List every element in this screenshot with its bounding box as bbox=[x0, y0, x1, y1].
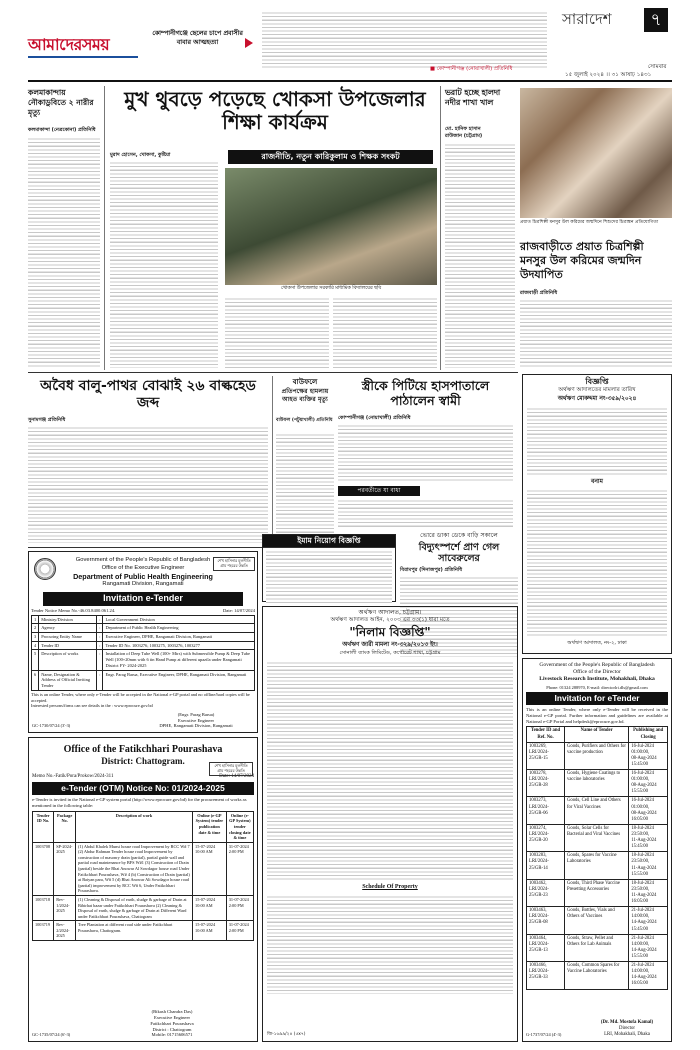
table-row bbox=[32, 670, 255, 690]
table-cell: 1003464, LRI/2024-25/GR-13 bbox=[527, 934, 565, 961]
wife-body bbox=[338, 423, 513, 483]
table-cell: 1003718 bbox=[33, 895, 54, 920]
kalmakanda-dateline: কলমাকান্দা (নেত্রকোনা) প্রতিনিধি bbox=[28, 127, 96, 133]
mansur-photo bbox=[520, 88, 672, 218]
table-row bbox=[527, 824, 668, 851]
masthead-rule bbox=[28, 80, 672, 82]
imam-body bbox=[266, 549, 392, 603]
lri-title: Invitation for eTender bbox=[526, 692, 668, 705]
halda-body bbox=[445, 142, 515, 368]
sand-dateline: সুনামগঞ্জ প্রতিনিধি bbox=[28, 417, 66, 423]
table-cell: Local Government Division bbox=[103, 615, 255, 624]
khoksa-banner: রাজনীতি, নতুন কারিকুলাম ও শিক্ষক সংকট bbox=[228, 150, 433, 164]
table-header-cell: Description of work bbox=[76, 811, 193, 842]
table-cell: 1003719 bbox=[33, 921, 54, 941]
dphe-memo: Tender Notice Memo No.-46.03.8400.061.24. bbox=[31, 607, 116, 613]
khoksa-headline: মুখ থুবড়ে পড়েছে খোকসা উপজেলার শিক্ষা কার্যক্রম bbox=[124, 87, 426, 134]
masthead-date: ১৫ জুলাই ২০২৪ ।। ৩১ আষাঢ় ১৪৩১ bbox=[565, 72, 652, 78]
table-cell: Goods, Cell Line and Others for Viral Vaccines bbox=[564, 797, 628, 824]
table-cell: Agency bbox=[39, 624, 97, 633]
lri-office: Office of the Director bbox=[573, 669, 621, 676]
table-cell: 18-Jul-2024 23:50:00, 11-Aug-2024 16:05:00 bbox=[629, 879, 668, 906]
section-name: সারাদেশ bbox=[562, 10, 612, 28]
fatikchhari-signer-mobile: Mobile: 01715606571 bbox=[151, 1032, 193, 1038]
dphe-note-2: Interested persons/firms can see details in the : www.eprocure.gov.bd bbox=[31, 703, 153, 709]
table-cell: 1003274, LRI/2024-25/GR-20 bbox=[527, 824, 565, 851]
table-cell: Goods, Hygiene Coatings to vaccine laboratories bbox=[564, 770, 628, 797]
mansur-body bbox=[520, 298, 672, 368]
table-cell: Goods, Solar Cells for Bacterial and Viral Vaccines bbox=[564, 824, 628, 851]
nilam-schedule: Schedule Of Property bbox=[362, 883, 418, 890]
kalmakanda-headline: কলমাকান্দায় নৌকাডুবিতে ২ নারীর মৃত্যু bbox=[28, 88, 94, 117]
logo-text: আমাদেরসময় bbox=[28, 35, 110, 54]
table-header-cell: Tender ID and Ref. No. bbox=[527, 727, 565, 742]
table-cell: 1003273, LRI/2024-25/GR-06 bbox=[527, 797, 565, 824]
dphe-motto: শেখ হাসিনার মূলনীতি গ্রাম শহরের উন্নতি bbox=[213, 557, 255, 571]
table-header-cell: Name of Tender bbox=[564, 727, 628, 742]
table-row bbox=[527, 907, 668, 934]
page-number: ৭ bbox=[650, 10, 662, 30]
table-cell: Executive Engineer, DPHE, Rangamati Division, Rangamati bbox=[103, 633, 255, 642]
table-cell: 31-07-2024 2:00 PM bbox=[226, 921, 253, 941]
table-cell: Goods, Common Spares for Vaccine Laboratories bbox=[564, 962, 628, 989]
table-cell: 1 bbox=[32, 615, 39, 624]
imam-ad bbox=[262, 534, 396, 602]
table-cell: 16-Jul-2024 01:00:00, 08-Aug-2024 15:45:00 bbox=[629, 742, 668, 769]
lri-intro: This is an online Tender, where only e-Tender will be received in the National e-GP portal. Further information and guidelines are available at National e-GP Portal and helpdesk@eprocure.gov.bd. bbox=[526, 707, 668, 724]
fatikchhari-office: Office of the Fatikchhari Pourashava bbox=[63, 744, 223, 755]
table-cell: Department of Public Health Engineering bbox=[103, 624, 255, 633]
dphe-dept: Department of Public Health Engineering bbox=[73, 572, 213, 582]
table-cell: 3 bbox=[32, 633, 39, 642]
table-cell: Tender ID bbox=[39, 641, 97, 650]
lri-signer-office: LRI, Mohakhali, Dhaka bbox=[604, 1032, 650, 1038]
table-cell: 1003269, LRI/2024-25/GR-15 bbox=[527, 742, 565, 769]
dphe-memo-date: Date: 14/07/2024 bbox=[222, 607, 255, 613]
lri-tender bbox=[522, 658, 672, 1042]
table-cell: SP-2024-2025 bbox=[54, 842, 76, 895]
fatikchhari-ref: GC-1735/07/24 (6'-3) bbox=[32, 1032, 71, 1038]
bijnapti-body-1 bbox=[527, 406, 667, 476]
bijnapti-court: অর্থঋণ আদালত, নং-২, ঢাকা bbox=[567, 639, 627, 646]
lri-ref: G-1737/07/24 (4'-3) bbox=[526, 1032, 562, 1038]
table-cell: 21-Jul-2024 14:00:00, 14-Aug-2024 15:45:00 bbox=[629, 907, 668, 934]
table-cell: Ministry/Division bbox=[39, 615, 97, 624]
table-cell: 21-Jul-2024 14:00:00, 14-Aug-2024 16:05:00 bbox=[629, 962, 668, 989]
dphe-note-1: This is an online Tender, where only e-Tender will be accepted in the National e-GP portal and no offline/hard copies will be accepted. bbox=[31, 691, 250, 703]
table-row bbox=[33, 895, 254, 920]
table-cell: : bbox=[97, 641, 103, 650]
table-cell: 18-Jul-2024 23:50:00, 11-Aug-2024 15:45:00 bbox=[629, 824, 668, 851]
table-cell: 4 bbox=[32, 641, 39, 650]
dphe-division: Rangamati Division, Rangamati bbox=[102, 581, 184, 588]
col-divider-3 bbox=[272, 376, 273, 544]
table-row bbox=[32, 615, 255, 624]
table-cell: Goods, Bottles, Vials and Others of Vaccines bbox=[564, 907, 628, 934]
col-divider-2 bbox=[440, 86, 441, 370]
table-cell: 15-07-2024 10:00 AM bbox=[193, 842, 227, 895]
table-row bbox=[32, 633, 255, 642]
fatikchhari-motto: শেখ হাসিনার মূলনীতি গ্রাম শহরের উন্নতি bbox=[209, 762, 253, 776]
table-cell: Procuring Entity Name bbox=[39, 633, 97, 642]
lri-gov: Government of the People's Republic of Bangladesh bbox=[539, 662, 655, 668]
dphe-signer-title: Executive Engineer bbox=[177, 717, 215, 723]
mansur-dateline: রাজবাড়ী প্রতিনিধি bbox=[520, 290, 558, 296]
table-cell: 1003708 bbox=[33, 842, 54, 895]
fatikchhari-memo-date: Date: 14/07/2024 bbox=[219, 773, 254, 779]
fatikchhari-signer: (Bikash Chandra Das) bbox=[151, 1009, 193, 1015]
nilam-act: অর্থঋণ আদালত আইন, ২০০৩ এর ৩৩(১) ধারা মতে bbox=[330, 616, 450, 623]
table-cell: 2 bbox=[32, 624, 39, 633]
table-cell: : bbox=[97, 650, 103, 670]
bijnapti-subtitle: অর্থঋণ আদালতের মামলার তারিখ bbox=[558, 387, 636, 394]
teaser-body bbox=[262, 10, 547, 68]
fatikchhari-signer-office: Fatikchhari Pourashava bbox=[150, 1020, 194, 1026]
table-cell: Goods, Straw, Pellet and Others for Lab Animals bbox=[564, 934, 628, 961]
table-cell: Rev-1/2024-2025 bbox=[54, 895, 76, 920]
table-cell: 18-Jul-2024 23:50:00, 11-Aug-2024 15:55:00 bbox=[629, 852, 668, 879]
table-cell: 31-07-2024 2:00 PM bbox=[226, 842, 253, 895]
baufal-body bbox=[276, 432, 334, 544]
table-row bbox=[527, 742, 668, 769]
masthead-teaser bbox=[150, 30, 245, 48]
transformer-dateline: বিরামপুর (দিনাজপুর) প্রতিনিধি bbox=[400, 567, 463, 573]
fatikchhari-intro: e-Tender is invited in the National e-GP system portal (http://www.eprocure.gov.bd) for the procurement of works as mentioned in the following table: bbox=[32, 797, 247, 809]
table-row bbox=[32, 650, 255, 670]
nilam-court: অর্থঋণ আদালত, চট্টগ্রাম। bbox=[358, 609, 422, 616]
baufal-dateline: বাউফল (পটুয়াখালী) প্রতিনিধি bbox=[276, 418, 333, 423]
table-cell: 1003278, LRI/2024-25/GR-28 bbox=[527, 770, 565, 797]
table-cell: Goods, Spares for Vaccine Laboratories bbox=[564, 852, 628, 879]
masthead-day: সোমবার bbox=[648, 64, 667, 70]
bijnapti-case: অর্থঋণ মোকদ্দমা নং-৩৫৯/২০২৪ bbox=[557, 395, 637, 402]
fatikchhari-signer-district: District : Chattogram bbox=[152, 1026, 192, 1032]
table-cell: Rev-2/2024-2025 bbox=[54, 921, 76, 941]
khoksa-body-3 bbox=[333, 296, 437, 369]
nilam-title: "নিলাম বিজ্ঞপ্তি" bbox=[349, 625, 431, 640]
mansur-headline: রাজবাড়ীতে প্রয়াত চিত্রশিল্পী মনসুর উল করিমের জন্মদিন উদযাপিত bbox=[520, 240, 644, 281]
col-divider-1 bbox=[104, 86, 105, 370]
table-cell: Goods, Purifiers and Others for vaccine production bbox=[564, 742, 628, 769]
table-row bbox=[527, 962, 668, 989]
lri-signature-block bbox=[587, 1020, 667, 1038]
wife-dateline: কোম্পানীগঞ্জ (নোয়াখালী) প্রতিনিধি bbox=[338, 415, 411, 421]
lri-institute: Livestock Research Institute, Mohakhali, Dhaka bbox=[539, 676, 655, 683]
table-cell: : bbox=[97, 615, 103, 624]
lri-contact: Phone: 01324 288970, E-mail: directorlri.dls@gmail.com bbox=[546, 684, 648, 690]
bijnapti-vs: বনাম bbox=[591, 478, 603, 486]
halda-byline: মো. হানিফ হাসান রাউজান (চট্টগ্রাম) bbox=[445, 126, 483, 139]
nilam-ref: জি-১৬৯৯/২৪ (৫x৭) bbox=[267, 1032, 306, 1038]
table-cell: Tree Plantation at different road side under Fatikchhari Pourashava, Chattogram. bbox=[76, 921, 193, 941]
sand-body bbox=[28, 425, 268, 543]
nilam-ad bbox=[262, 606, 518, 1042]
table-header-cell: Package No. bbox=[54, 811, 76, 842]
page-number-box bbox=[644, 8, 668, 32]
lri-signer: (Dr. Md. Mostofa Kamal) bbox=[600, 1020, 654, 1026]
table-cell: 16-Jul-2024 01:00:00, 08-Aug-2024 16:05:00 bbox=[629, 797, 668, 824]
fatikchhari-district: District: Chattogram. bbox=[101, 756, 185, 766]
table-row bbox=[527, 879, 668, 906]
mansur-photo-caption: প্রয়াত চিত্রশিল্পী মনসুর উল করিমের জন্মদিনে শিশুদের চিত্রাঙ্কন প্রতিযোগিতা bbox=[520, 220, 659, 225]
table-row bbox=[527, 852, 668, 879]
table-cell: Description of works bbox=[39, 650, 97, 670]
table-cell: (1) Cleaning & Disposal of earth, sludge & garbage of Drain at Bibirhat bazar under Fatikchhari Pourashava (2) Cleaning & Disposal of earth, sludge & garbage of Drain at Different Ward under Fatikchhari Pourashava, Chattogram bbox=[76, 895, 193, 920]
table-cell: Tender ID No. 1003276, 1003275, 1003276, 1003277 bbox=[103, 641, 255, 650]
porobortir-body bbox=[338, 498, 513, 528]
lri-signer-title: Director bbox=[619, 1026, 635, 1032]
kalmakanda-body bbox=[28, 136, 100, 368]
table-cell: 6 bbox=[32, 670, 39, 690]
fatikchhari-signature-block bbox=[127, 1009, 217, 1038]
dphe-signer: (Engr. Parag Barua) bbox=[177, 711, 215, 717]
fatikchhari-notice: e-Tender (OTM) Notice No: 01/2024-2025 bbox=[32, 782, 254, 795]
dphe-signature-block bbox=[141, 712, 251, 729]
dphe-gov: Government of the People's Republic of Bangladesh bbox=[75, 557, 211, 563]
table-cell: Goods, Third Phase Vaccine Presetting Accessories bbox=[564, 879, 628, 906]
baufal-headline: প্রতিপক্ষের হামলায় আহত ব্যক্তির মৃত্যু bbox=[281, 388, 329, 404]
wife-headline: স্ত্রীকে পিটিয়ে হাসপাতালে পাঠালেন স্বামী bbox=[361, 378, 490, 408]
row-rule-1 bbox=[28, 372, 518, 373]
bijnapti-title: বিজ্ঞপ্তি bbox=[585, 377, 609, 386]
table-cell: 1003463, LRI/2024-25/GR-08 bbox=[527, 907, 565, 934]
bijnapti-ad bbox=[522, 374, 672, 654]
dphe-ref: GC-1730/07/24 (3'-3) bbox=[32, 723, 71, 729]
dphe-emblem bbox=[34, 558, 56, 580]
table-cell: : bbox=[97, 633, 103, 642]
table-cell: : bbox=[97, 670, 103, 690]
fatikchhari-table bbox=[32, 811, 254, 941]
dphe-signer-office: DPHE, Rangamati Division, Rangamati bbox=[159, 723, 233, 729]
dphe-table bbox=[31, 615, 255, 691]
table-cell: 21-Jul-2024 14:00:00, 14-Aug-2024 15:55:00 bbox=[629, 934, 668, 961]
khoksa-body-1 bbox=[110, 160, 218, 368]
table-cell: 1003283, LRI/2024-25/GR-14 bbox=[527, 852, 565, 879]
table-cell: 31-07-2024 2:00 PM bbox=[226, 895, 253, 920]
table-header-cell: Publishing and Closing bbox=[629, 727, 668, 742]
table-cell: (1) Abdul Khalek Munsi house road Improvement by RCC W# 7 (2) Abdur Rahman Tender house road Improvement by construction of masonry drain (partial), partial guide wall and partial road maintenance by BFS W#1 (3) Construction of Drain (partial) beside the Bhai Anowar Al Sowdagor house road Under Fatikchhari Pourashava, W# 4 (b) Construction of Drain (partial) at Baiyan para, W# 5 (d) Bhai Anowar Ali Sowdagor house road (partial) improvement by RCC W# 6, Under Fatikchhari Pourashava. bbox=[76, 842, 193, 895]
fatikchhari-memo: Memo No.-Fatik/Pora/Prokow/2024-311 bbox=[32, 773, 114, 779]
dphe-office: Office of the Executive Engineer bbox=[101, 564, 185, 571]
nilam-case: অর্থঋণ জারী মামলা নং-৩২৯/২০১৩ ইং। bbox=[342, 641, 438, 648]
teaser-credit: ■ কোম্পানীগঞ্জ (নোয়াখালী) প্রতিনিধি bbox=[430, 66, 513, 72]
teaser-arrow bbox=[245, 38, 253, 48]
nilam-body-2 bbox=[267, 894, 513, 994]
lri-table bbox=[526, 726, 668, 989]
table-cell: Name, Designation & Address of Official Inviting Tender bbox=[39, 670, 97, 690]
baufal-kicker: বাউফলে bbox=[292, 378, 318, 386]
teaser-headline: কোম্পানীগঞ্জে ছেলের চাপে প্রবাসীর বাবার আত্মহত্যা bbox=[152, 30, 243, 46]
table-row bbox=[527, 797, 668, 824]
logo-underline bbox=[28, 56, 138, 58]
khoksa-body-2 bbox=[225, 296, 329, 369]
bijnapti-body-2 bbox=[527, 488, 667, 638]
table-cell: Installation of Deep Tube Well (100+ Mtrs) with Submersible Pump & Deep Tube Well (100+20mm with 6 tin Hand Pump at different upazila under Rangamati District FY- 2024-2025 bbox=[103, 650, 255, 670]
transformer-headline: বিদ্যুৎস্পর্শে প্রাণ গেল সাবেরুলের bbox=[418, 542, 500, 565]
khoksa-photo-caption: খোকসা উপজেলার সরকারি মাধ্যমিক বিদ্যালয়ের ছবি bbox=[280, 286, 382, 291]
table-header-cell: Online (e-GP System) tender publication date & time bbox=[193, 811, 227, 842]
table-row bbox=[33, 842, 254, 895]
masthead-logo bbox=[28, 35, 138, 55]
table-cell: 1003466, LRI/2024-25/GR-33 bbox=[527, 962, 565, 989]
table-header-cell: Online (e-GP System) tender closing date & time bbox=[226, 811, 253, 842]
sand-headline: অবৈধ বালু-পাথর বোঝাই ২৬ বাল্কহেড জব্দ bbox=[40, 378, 256, 411]
table-cell: 16-Jul-2024 01:00:00, 08-Aug-2024 15:55:00 bbox=[629, 770, 668, 797]
table-cell: 1003462, LRI/2024-25/GR-23 bbox=[527, 879, 565, 906]
table-cell: 15-07-2024 10:00 AM bbox=[193, 895, 227, 920]
porobortir-subhead: পরবর্তীতে যা বাধা bbox=[338, 486, 420, 496]
khoksa-school-photo bbox=[225, 168, 437, 285]
table-row bbox=[527, 934, 668, 961]
imam-title: ইমাম নিয়োগ বিজ্ঞপ্তি bbox=[263, 535, 395, 547]
dphe-tender bbox=[28, 551, 258, 733]
table-cell: 15-07-2024 10:00 AM bbox=[193, 921, 227, 941]
fatikchhari-tender bbox=[28, 737, 258, 1042]
khoksa-byline: মুরাদ হোসেন, খোকসা, কুষ্টিয়া bbox=[110, 152, 171, 158]
table-header-cell: Tender ID No. bbox=[33, 811, 54, 842]
table-row bbox=[527, 770, 668, 797]
nilam-body-1 bbox=[267, 660, 513, 882]
fatikchhari-signer-title: Executive Engineer bbox=[153, 1015, 191, 1021]
dphe-title: Invitation e-Tender bbox=[43, 592, 243, 606]
table-row bbox=[33, 921, 254, 941]
table-cell: : bbox=[97, 624, 103, 633]
nilam-bank: সোনালী ব্যাংক লিমিটেড, কর্পোরেট শাখা, চট্টগ্রাম bbox=[339, 650, 441, 657]
table-cell: 5 bbox=[32, 650, 39, 670]
table-row bbox=[32, 624, 255, 633]
table-row bbox=[32, 641, 255, 650]
halda-headline: ভরাট হচ্ছে হালদা নদীর শাখা খাল bbox=[445, 88, 501, 108]
table-cell: Engr. Parag Barua, Executive Engineer, DPHE, Rangamati Division, Rangamati bbox=[103, 670, 255, 690]
transformer-kicker: ভোরে ডাকা ডেকে বাড়ি সকালে bbox=[420, 532, 498, 539]
